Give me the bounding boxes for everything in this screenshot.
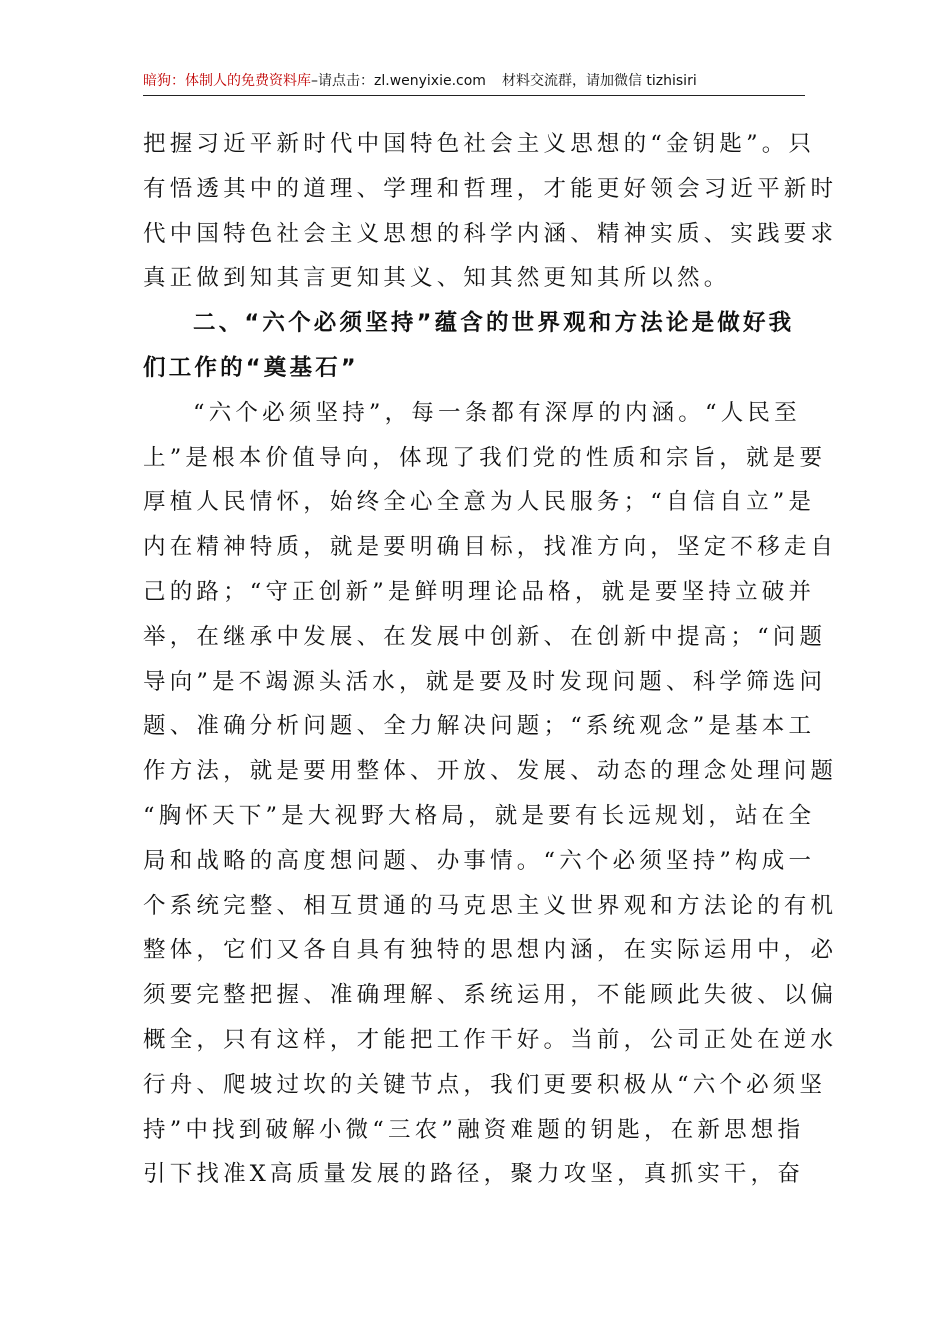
document-body [143,122,838,1197]
heading-line: 们工作的“奠基石” [143,354,359,381]
text-line: 上”是根本价值导向，体现了我们党的性质和宗旨，就是要 [143,444,827,471]
text-line: “六个必须坚持”，每一条都有深厚的内涵。“人民至 [193,399,801,426]
section-heading-2 [143,301,807,391]
text-line: 内在精神特质，就是要明确目标，找准方向，坚定不移走自 [143,534,838,561]
text-line: 有悟透其中的道理、学理和哲理，才能更好领会习近平新时 [143,175,838,202]
paragraph-2 [143,391,838,1197]
text-line: 厚植人民情怀，始终全心全意为人民服务；“自信自立”是 [143,489,816,516]
wechat-group-note: 材料交流群，请加微信 tizhisiri [501,73,697,89]
text-line: 须要完整把握、准确理解、系统运用，不能顾此失彼、以偏 [143,982,838,1009]
text-line: 举，在继承中发展、在发展中创新、在创新中提高；“问题 [143,623,827,650]
text-line: 引下找准X高质量发展的路径，聚力攻坚，真抓实干，奋 [143,1161,805,1188]
text-line: 行舟、爬坡过坎的关键节点，我们更要积极从“六个必须坚 [143,1071,827,1098]
text-line: 作方法，就是要用整体、开放、发展、动态的理念处理问题 [143,758,838,785]
text-line: 个系统完整、相互贯通的马克思主义世界观和方法论的有机 [143,892,838,919]
text-line: 局和战略的高度想问题、办事情。“六个必须坚持”构成一 [143,847,816,874]
link-prompt: –请点击： [311,73,374,89]
text-line: 真正做到知其言更知其义、知其然更知其所以然。 [143,265,731,292]
text-line: 整体，它们又各自具有独特的思想内涵，在实际运用中，必 [143,937,838,964]
paragraph-1 [143,122,838,301]
text-line: 题、准确分析问题、全力解决问题；“系统观念”是基本工 [143,713,816,740]
text-line: “胸怀天下”是大视野大格局，就是要有长远规划，站在全 [143,802,816,829]
heading-line: 二、“六个必须坚持”蕴含的世界观和方法论是做好我 [193,310,795,337]
header-divider [143,95,805,96]
text-line: 导向”是不竭源头活水，就是要及时发现问题、科学筛选问 [143,668,827,695]
text-line: 持”中找到破解小微“三农”融资难题的钥匙，在新思想指 [143,1116,805,1143]
page-header [143,68,805,94]
text-line: 概全，只有这样，才能把工作干好。当前，公司正处在逆水 [143,1026,838,1053]
text-line: 己的路；“守正创新”是鲜明理论品格，就是要坚持立破并 [143,578,816,605]
text-line: 代中国特色社会主义思想的科学内涵、精神实质、实践要求 [143,220,838,247]
site-label: 暗狗：体制人的免费资料库 [143,73,311,89]
site-link[interactable]: zl.wenyixie.com [374,73,486,89]
text-line: 把握习近平新时代中国特色社会主义思想的“金钥匙”。只 [143,131,816,157]
